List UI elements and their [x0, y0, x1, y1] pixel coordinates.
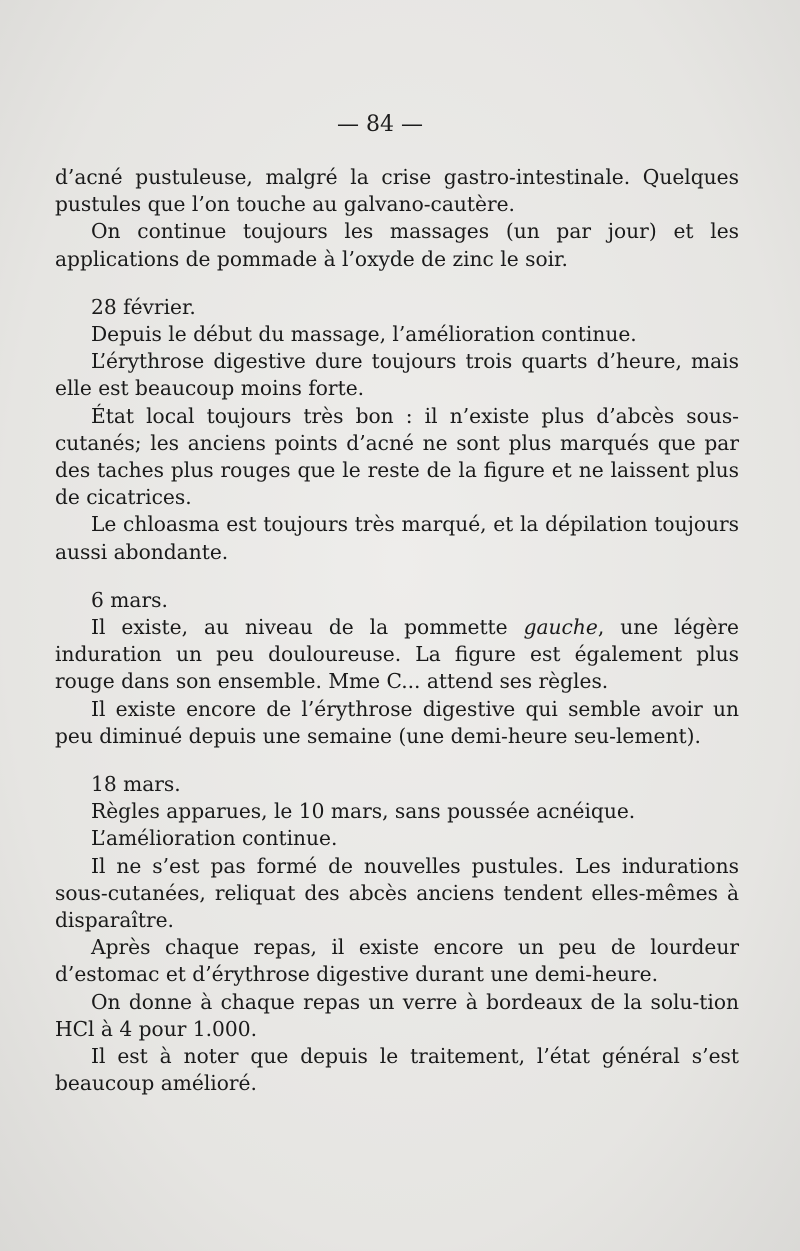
italic-word: gauche [523, 615, 598, 640]
entry-date: 18 mars. [91, 772, 181, 797]
paragraph: Le chloasma est toujours très marqué, et la dépilation toujours aussi abondante. [55, 512, 739, 564]
paragraph: L’amélioration continue. [91, 826, 338, 851]
section-gap [55, 750, 739, 771]
paragraph: Il ne s’est pas formé de nouvelles pustules. Les indurations sous-cutanées, reliquat des abcès anciens tendent elles-mêmes à disparaître. [55, 853, 739, 933]
section-gap [55, 566, 739, 587]
paragraph: Après chaque repas, il existe encore un peu de lourdeur d’estomac et d’érythrose digestive durant une demi-heure. [55, 935, 739, 987]
text-run: Il existe, au niveau de la pommette [91, 615, 524, 640]
entry-date: 6 mars. [91, 587, 168, 612]
paragraph: L’érythrose digestive dure toujours trois quarts d’heure, mais elle est beaucoup moins forte. [55, 349, 739, 401]
entry-date: 28 février. [91, 294, 196, 319]
body-text [55, 164, 739, 1098]
paragraph: Depuis le début du massage, l’amélioration continue. [91, 322, 637, 347]
paragraph: On continue toujours les massages (un par jour) et les applications de pommade à l’oxyde de zinc le soir. [55, 219, 739, 271]
paragraph: Il est à noter que depuis le traitement, l’état général s’est beaucoup amélioré. [55, 1044, 739, 1096]
page-number: — 84 — [337, 112, 423, 137]
paragraph: Règles apparues, le 10 mars, sans poussée acnéique. [91, 799, 636, 824]
paragraph: d’acné pustuleuse, malgré la crise gastro-intestinale. Quelques pustules que l’on touche au galvano-cautère. [55, 165, 739, 217]
paragraph: État local toujours très bon : il n’existe plus d’abcès sous-cutanés; les anciens points d’acné ne sont plus marqués que par des taches plus rouges que le reste de la figure et ne laissent plus de cicatrices. [55, 403, 739, 510]
paragraph: On donne à chaque repas un verre à bordeaux de la solu-tion HCl à 4 pour 1.000. [55, 989, 739, 1041]
paragraph: Il existe encore de l’érythrose digestive qui semble avoir un peu diminué depuis une semaine (une demi-heure seu-lement). [55, 696, 739, 748]
text-run: , une légère induration un peu douloureuse. La figure est également plus rouge dans son ensemble. Mme C... attend ses règles. [55, 615, 739, 694]
section-gap [55, 273, 739, 294]
paragraph [55, 614, 739, 696]
